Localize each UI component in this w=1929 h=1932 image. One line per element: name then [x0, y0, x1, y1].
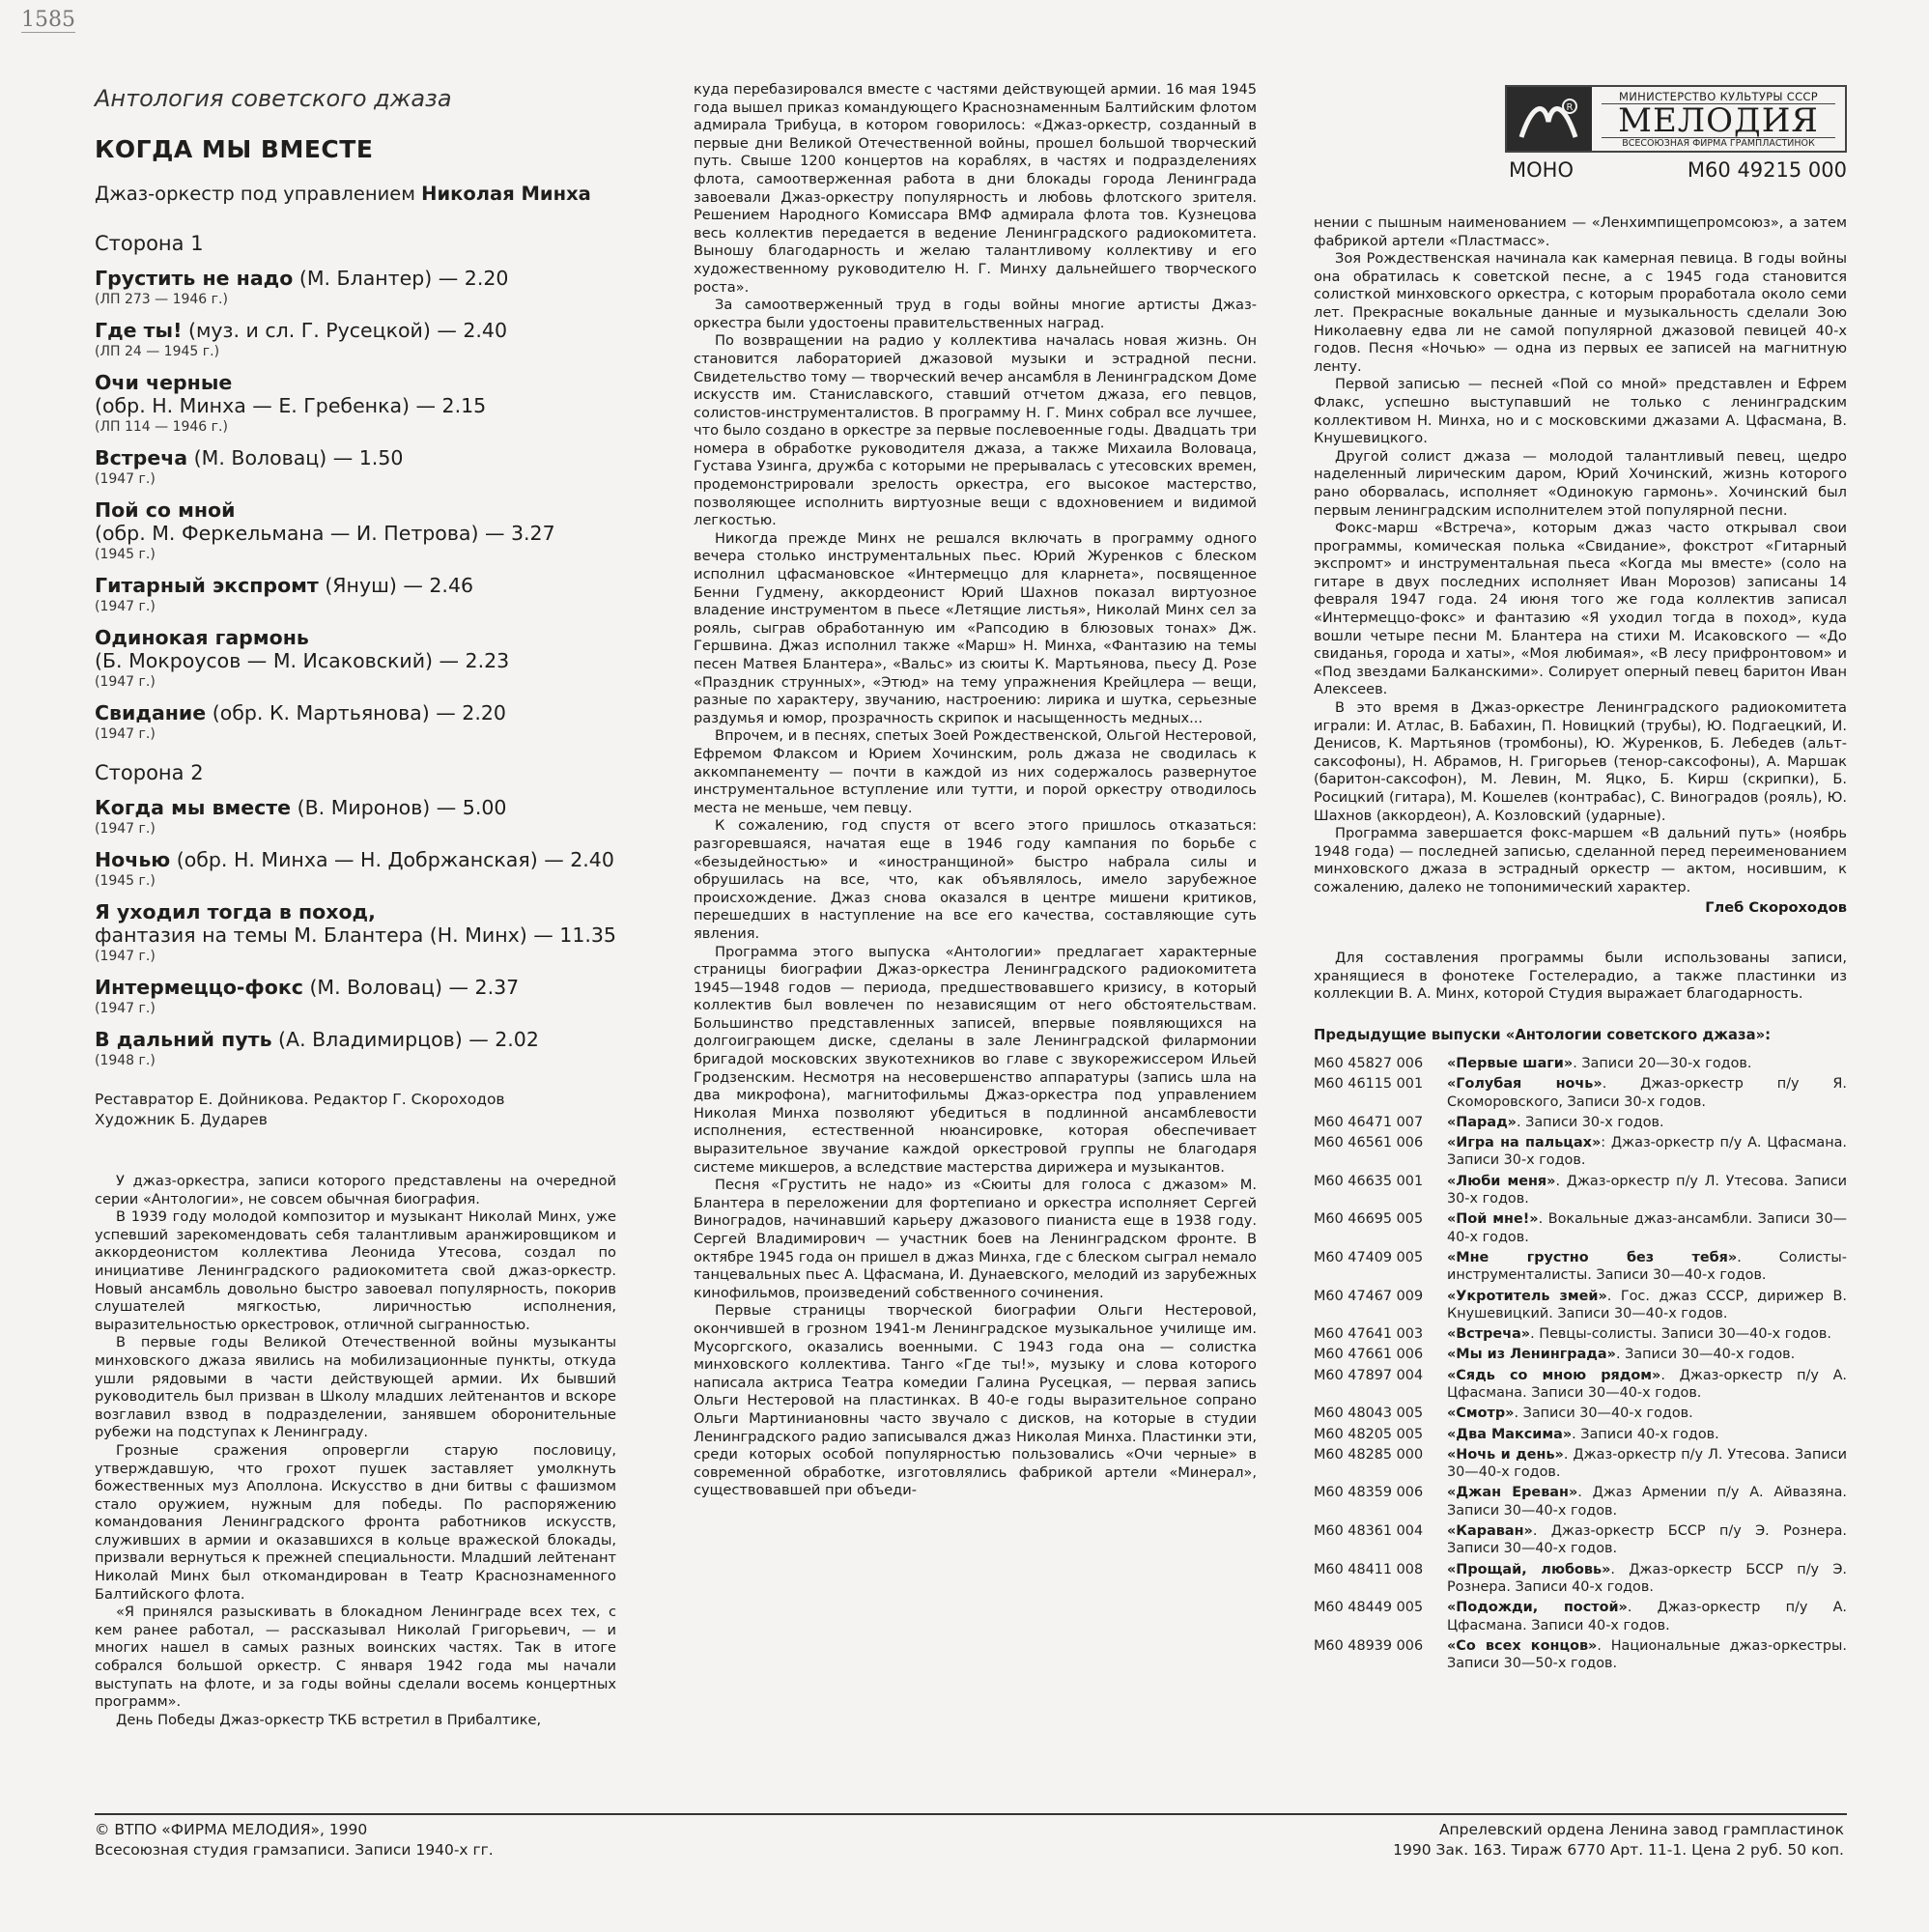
track-credits-line: (обр. М. Феркельмана — И. Петрова) — 3.27: [95, 522, 555, 545]
previous-issue-title: «Люби меня»: [1447, 1173, 1556, 1189]
essay-paragraph: куда перебазировался вместе с частями действующей армии. 16 мая 1945 года вышел приказ командующего Краснознаменным Балтийским флотом адмирала Трибуца, в котором говорилось: «Джаз-оркестр, созданный в первые дни Великой Отечественной войны, прошел большой творческий путь. Свыше 1200 концертов на кораблях, в частях и подразделениях флота, самоотверженная работа в дни блокады города Ленинграда завоевали Джаз-оркестру популярность и любовь флотского зрителя. Решением Народного Комиссара ВМФ адмирала флота тов. Кузнецова весь коллектив передается в ведение Ленинградского радиокомитета. Выношу благодарность и желаю талантливому коллективу и его художественному руководителю Н. Г. Минху дальнейшего творческого роста».: [694, 81, 1257, 296]
previous-issue-details: . Записи 30—40-х годов.: [1514, 1406, 1693, 1422]
essay-paragraph: Фокс-марш «Встреча», которым джаз часто открывал свои программы, комическая полька «Свидание», фокстрот «Гитарный экспромт» и инструментальная пьеса «Когда мы вместе» (соло на гитаре в двух последних исполняет Иван Морозов) записаны 14 февраля 1947 года. 24 июня того же года коллектив записал «Интермеццо-фокс» и фантазию «Я уходил тогда в поход», куда вошли четыре песни М. Блантера на стихи М. Исаковского — «До свиданья, города и хаты», «Моя любимая», «В лесу прифронтовом» и «Под звездами Балканскими». Солирует оперный певец баритон Иван Алексеев.: [1314, 520, 1847, 698]
essay-paragraph: Программа завершается фокс-маршем «В дальний путь» (ноябрь 1948 года) — последней записью, сделанной перед переименованием минховского джаза в эстрадный оркестр — актом, носившим, к сожалению, далеко не топонимический характер.: [1314, 825, 1847, 895]
essay-paragraph: У джаз-оркестра, записи которого представлены на очередной серии «Антологии», не совсем обычная биография.: [95, 1173, 616, 1208]
previous-issue-title: «Джан Ереван»: [1447, 1485, 1578, 1501]
previous-issue-details: . Джаз-оркестр п/у А. Цфасмана. Записи 40-х годов.: [1447, 1600, 1847, 1634]
side-1-label: Сторона 1: [95, 232, 204, 255]
previous-issue-title: «Мы из Ленинграда»: [1447, 1347, 1616, 1363]
column-3: [1314, 214, 1847, 1675]
footer-right: [1393, 1820, 1844, 1861]
previous-issue-catalog: М60 48449 005: [1314, 1600, 1424, 1616]
previous-issue-description: [1447, 1367, 1847, 1403]
track-title: Грустить не надо: [95, 267, 294, 290]
previous-issue-description: [1447, 1114, 1847, 1131]
essay-paragraph: нении с пышным наименованием — «Ленхимпищепромсоюз», а затем фабрикой артели «Пластмасс».: [1314, 214, 1847, 249]
previous-issue-details: . Джаз Армении п/у А. Айвазяна. Записи 30—40-х годов.: [1447, 1485, 1847, 1519]
logo-brand: МЕЛОДИЯ: [1618, 100, 1819, 140]
orchestra-line: Джаз-оркестр под управлением Николая Минха: [95, 183, 591, 205]
previous-issue-row: [1314, 1075, 1847, 1111]
previous-issue-title: «Игра на пальцах»: [1447, 1135, 1602, 1151]
mono-label: МОНО: [1509, 158, 1574, 182]
previous-issue-catalog: М60 48359 006: [1314, 1485, 1424, 1501]
track-recording-info: (1948 г.): [95, 1053, 156, 1068]
side-2-tracklist: [95, 796, 616, 1070]
track-title-line: [95, 267, 616, 290]
previous-issue-row: [1314, 1114, 1847, 1131]
manufacturer: Апрелевский ордена Ленина завод грампластинок: [1438, 1821, 1844, 1838]
track-recording-info: (ЛП 114 — 1946 г.): [95, 419, 228, 435]
previous-issue-row: [1314, 1346, 1847, 1363]
previous-issue-title: «Сядь со мною рядом»: [1447, 1367, 1661, 1383]
previous-issue-title: «Мне грустно без тебя»: [1447, 1249, 1738, 1265]
column-2: [694, 81, 1257, 1500]
previous-issue-description: [1447, 1405, 1847, 1422]
copyright: © ВТПО «ФИРМА МЕЛОДИЯ», 1990: [95, 1821, 368, 1838]
logo-ministry: МИНИСТЕРСТВО КУЛЬТУРЫ СССР: [1602, 90, 1834, 104]
previous-issue-title: «Пой мне!»: [1447, 1211, 1539, 1228]
essay-paragraph: Программа этого выпуска «Антологии» предлагает характерные страницы биографии Джаз-оркестра Ленинградского радиокомитета 1945—1948 годов — периода, предшествовавшего кризису, в который коллектив был вовлечен по независящим от него обстоятельствам. Большинство представленных записей, впервые появляющихся на долгоиграющем диске, сделаны в зале Ленинградской филармонии бригадой московских звукотехников во главе с звукорежиссером Ильей Гродзенским. Несмотря на несовершенство аппаратуры (запись шла на два микрофона), магнитофильмы Джаз-оркестра под управлением Николая Минха позволяют убедиться в подлинной ансамблевости исполнения, естественной нюансировке, которая обеспечивает выразительное звучание каждой оркестровой группы не благодаря системе микшеров, а вследствие мастерства дирижера и музыкантов.: [694, 943, 1257, 1176]
track-recording-info: (1945 г.): [95, 547, 156, 562]
previous-issue-row: [1314, 1561, 1847, 1597]
track-recording-info: (ЛП 273 — 1946 г.): [95, 292, 228, 307]
track-credits: (муз. и сл. Г. Русецкой) — 2.40: [182, 319, 508, 342]
previous-issue-description: [1447, 1446, 1847, 1482]
previous-issue-title: «Прощай, любовь»: [1447, 1561, 1611, 1577]
previous-issue-row: [1314, 1210, 1847, 1246]
essay-paragraph: Впрочем, и в песнях, спетых Зоей Рождественской, Ольгой Нестеровой, Ефремом Флаксом и Юрием Хочинским, роль джаза не сводилась к аккомпанементу — почти в каждой из них содержалось развернутое инструментальное вступление или тутти, и порой оркестру отводилось места не меньше, чем певцу.: [694, 727, 1257, 816]
column-1: [95, 85, 616, 1729]
track-item: [95, 848, 616, 891]
track-title-line: [95, 848, 616, 871]
previous-issue-title: «Парад»: [1447, 1114, 1517, 1130]
catalog-handwritten-number: 1585: [21, 8, 75, 32]
previous-issue-catalog: М60 46561 006: [1314, 1135, 1424, 1151]
track-item: [95, 267, 616, 309]
track-title: Я уходил тогда в поход,: [95, 900, 376, 923]
track-recording-info: (1947 г.): [95, 674, 156, 690]
previous-issue-catalog: М60 46635 001: [1314, 1173, 1424, 1189]
previous-issue-title: «Ночь и день»: [1447, 1446, 1564, 1463]
logo-text-block: [1592, 87, 1845, 151]
track-recording-info: (1947 г.): [95, 471, 156, 487]
previous-issue-catalog: М60 48043 005: [1314, 1406, 1424, 1422]
previous-issue-row: [1314, 1325, 1847, 1343]
svg-text:R: R: [1566, 102, 1574, 113]
previous-issue-catalog: М60 46695 005: [1314, 1211, 1424, 1228]
track-title-line: [95, 446, 616, 469]
previous-issue-details: . Национальные джаз-оркестры. Записи 30—50-х годов.: [1447, 1637, 1847, 1672]
logo-firm: ВСЕСОЮЗНАЯ ФИРМА ГРАМПЛАСТИНОК: [1602, 137, 1834, 149]
previous-issue-details: . Джаз-оркестр п/у Л. Утесова. Записи 30—40-х годов.: [1447, 1446, 1847, 1481]
essay-paragraph: В это время в Джаз-оркестре Ленинградского радиокомитета играли: И. Атлас, В. Бабахин, П. Новицкий (трубы), Ю. Подгаецкий, И. Денисов, К. Мартьянов (тромбоны), Ю. Журенков, Б. Лебедев (альт-саксофоны), Н. Абрамов, Н. Григорьев (тенор-саксофоны), А. Маршак (баритон-саксофон), М. Левин, М. Яцко, Б. Кирш (скрипки), Б. Росицкий (гитара), М. Кошелев (контрабас), С. Виноградов (рояль), Ю. Шахнов (аккордеон), А. Козловский (ударные).: [1314, 699, 1847, 824]
track-credits-line: фантазия на темы М. Блантера (Н. Минх) — 11.35: [95, 923, 616, 947]
previous-issue-title: «Встреча»: [1447, 1326, 1531, 1343]
previous-issue-row: [1314, 1405, 1847, 1422]
track-title: Одинокая гармонь: [95, 626, 309, 649]
track-title-line: [95, 701, 616, 724]
studio-note: Всесоюзная студия грамзаписи. Записи 1940-х гг.: [95, 1841, 494, 1859]
previous-issue-description: [1447, 1288, 1847, 1323]
previous-issue-row: [1314, 1426, 1847, 1443]
essay-paragraph: Грозные сражения опровергли старую пословицу, утверждавшую, что грохот пушек заставляет умолкнуть божественных муз Аполлона. Искусство в дни битвы с фашизмом стало оружием, нужным для победы. По распоряжению командования Ленинградского фронта работников искусств, служивших в армии и оказавшихся в кольце вражеской блокады, призвали вернуться к прежней специальности. Младший лейтенант Николай Минх был откомандирован в Театр Краснознаменного Балтийского флота.: [95, 1441, 616, 1603]
credits-line-2: Художник Б. Дударев: [95, 1111, 268, 1128]
essay-paragraph: Другой солист джаза — молодой талантливый певец, щедро наделенный лирическим даром, Юрий Хочинский, жизнь которого рано оборвалась, исполняет «Одинокую гармонь». Хочинский был первым ленинградским исполнителем этой популярной песни.: [1314, 447, 1847, 519]
melodiya-emblem-icon: [1507, 87, 1592, 151]
track-title: Встреча: [95, 446, 188, 469]
track-item: [95, 446, 616, 489]
track-title-line: [95, 319, 616, 342]
essay-paragraph: За самоотверженный труд в годы войны многие артисты Джаз-оркестра были удостоены правительственных наград.: [694, 297, 1257, 331]
footer-left: [95, 1820, 494, 1861]
previous-issues-list: [1314, 1055, 1847, 1673]
previous-issue-details: . Записи 30-х годов.: [1516, 1114, 1664, 1130]
previous-issue-details: . Записи 30—40-х годов.: [1615, 1347, 1796, 1363]
previous-issue-title: «Смотр»: [1447, 1406, 1515, 1422]
track-credits-line: (Б. Мокроусов — М. Исаковский) — 2.23: [95, 649, 510, 672]
track-credits: (В. Миронов) — 5.00: [291, 796, 507, 819]
previous-issue-catalog: М60 46471 007: [1314, 1114, 1424, 1130]
previous-issue-catalog: М60 48939 006: [1314, 1637, 1424, 1654]
previous-issue-details: . Джаз-оркестр п/у Я. Скоморовского, Записи 30-х годов.: [1447, 1076, 1847, 1110]
previous-issue-details: . Певцы-солисты. Записи 30—40-х годов.: [1530, 1326, 1831, 1343]
previous-issue-details: . Гос. джаз СССР, дирижер В. Кнушевицкий. Записи 30—40-х годов.: [1447, 1288, 1847, 1321]
essay-paragraph: Песня «Грустить не надо» из «Сюиты для голоса с джазом» М. Блантера в переложении для фортепиано и оркестра исполняет Сергей Виноградов, начинавший карьеру джазового пианиста еще в 1938 году. Сергей Владимирович — участник боев на Ленинградском фронте. В октябре 1945 года он пришел в джаз Минха, где с блеском сыграл немало танцевальных пьес А. Цфасмана, И. Дунаевского, мелодий из зарубежных кинофильмов, произведений собственного сочинения.: [694, 1177, 1257, 1301]
previous-issue-details: . Записи 40-х годов.: [1572, 1426, 1719, 1442]
track-title-line: [95, 1028, 616, 1051]
previous-issue-description: [1447, 1599, 1847, 1634]
previous-issue-row: [1314, 1446, 1847, 1482]
previous-issue-catalog: М60 48361 004: [1314, 1523, 1424, 1540]
track-title: Гитарный экспромт: [95, 574, 319, 597]
previous-issue-catalog: М60 47661 006: [1314, 1347, 1424, 1363]
track-title: Ночью: [95, 848, 171, 871]
track-item: [95, 900, 616, 966]
album-title: КОГДА МЫ ВМЕСТЕ: [95, 135, 374, 163]
previous-issue-title: «Караван»: [1447, 1523, 1533, 1540]
track-recording-info: (1947 г.): [95, 599, 156, 614]
previous-issue-details: . Джаз-оркестр п/у Л. Утесова. Записи 30-х годов.: [1447, 1173, 1847, 1208]
track-item: [95, 1028, 616, 1070]
track-title-line: [95, 626, 616, 649]
previous-issue-title: «Со всех концов»: [1447, 1637, 1598, 1654]
liner-notes-part-2: [694, 81, 1257, 1500]
previous-issue-details: . Джаз-оркестр БССР п/у Э. Рознера. Записи 30—40-х годов.: [1447, 1523, 1847, 1557]
previous-issue-title: «Голубая ночь»: [1447, 1076, 1603, 1093]
melodiya-logo: [1505, 85, 1847, 153]
previous-issue-row: [1314, 1484, 1847, 1520]
liner-notes-part-1: [95, 1173, 616, 1729]
author-signature: Глеб Скороходов: [1705, 898, 1847, 916]
track-credits: (А. Владимирцов) — 2.02: [271, 1028, 539, 1051]
previous-issue-description: [1447, 1075, 1847, 1111]
previous-issue-catalog: М60 47641 003: [1314, 1326, 1424, 1343]
previous-issue-description: [1447, 1346, 1847, 1363]
previous-issue-details: . Вокальные джаз-ансамбли. Записи 30—40-х годов.: [1447, 1211, 1847, 1245]
side-1-tracklist: [95, 267, 616, 744]
previous-issue-row: [1314, 1288, 1847, 1323]
previous-issue-catalog: М60 47409 005: [1314, 1249, 1424, 1265]
anthology-title: Антология советского джаза: [95, 85, 452, 112]
track-credits: (обр. Н. Минха — Н. Добржанская) — 2.40: [170, 848, 614, 871]
essay-paragraph: По возвращении на радио у коллектива началась новая жизнь. Он становится лабораторией джазовой музыки и эстрадной песни. Свидетельство тому — творческий вечер ансамбля в Ленинградском Доме искусств им. Станиславского, ставший отчетом джаза, его певцов, солистов-инструменталистов. В программу Н. Г. Минх собрал все лучшее, что было создано в оркестре за первые послевоенные годы. Двадцать три номера в обработке руководителя джаза, а также Михаила Воловаца, Густава Узинга, дружба с которыми не прерывалась с утесовских времен, продемонстрировали зрелость оркестра, его высокое мастерство, позволяющее исполнить виртуозные вещи с вдохновением и видимой легкостью.: [694, 332, 1257, 529]
previous-issue-title: «Подожди, постой»: [1447, 1600, 1628, 1616]
track-title: Когда мы вместе: [95, 796, 292, 819]
sources-note: Для составления программы были использованы записи, хранящиеся в фонотеке Гостелерадио, а также пластинки из коллекции В. А. Минх, которой Студия выражает благодарность.: [1314, 950, 1847, 1003]
track-title-line: [95, 900, 616, 923]
essay-paragraph: Первой записью — песней «Пой со мной» представлен и Ефрем Флакс, успешно выступавший не только с ленинградским коллективом Н. Минха, но и с московскими джазами А. Цфасмана, В. Кнушевицкого.: [1314, 376, 1847, 447]
previous-issue-details: . Джаз-оркестр п/у А. Цфасмана. Записи 30—40-х годов.: [1447, 1367, 1847, 1401]
track-recording-info: (1947 г.): [95, 1001, 156, 1016]
credits-line-1: Реставратор Е. Дойникова. Редактор Г. Скороходов: [95, 1091, 505, 1108]
track-item: [95, 976, 616, 1018]
liner-notes-part-3: [1314, 214, 1847, 897]
footer-rule: [95, 1813, 1847, 1815]
previous-issue-description: [1447, 1325, 1847, 1343]
track-item: [95, 371, 616, 437]
side-2-label: Сторона 2: [95, 761, 204, 784]
previous-issue-catalog: М60 47897 004: [1314, 1367, 1424, 1383]
previous-issue-row: [1314, 1055, 1847, 1072]
track-title: Очи черные: [95, 371, 233, 394]
track-item: [95, 319, 616, 361]
essay-paragraph: К сожалению, год спустя от всего этого пришлось отказаться: разгоревшаяся, начатая еще в 1946 году кампания по борьбе с «безыдейностью» и «иностранщиной» быстро набрала силы и обрушилась на все, что, как объявлялось, имело зарубежное происхождение. Джаз снова оказался в центре мишени критиков, перешедших в наступление на все его качества, составляющие суть явления.: [694, 817, 1257, 942]
previous-issue-row: [1314, 1522, 1847, 1558]
track-title: В дальний путь: [95, 1028, 272, 1051]
previous-issue-catalog: М60 48411 008: [1314, 1561, 1424, 1577]
track-item: [95, 701, 616, 744]
previous-issue-description: [1447, 1210, 1847, 1246]
credits: [95, 1090, 616, 1130]
track-credits: (М. Блантер) — 2.20: [293, 267, 509, 290]
previous-issue-title: «Укротитель змей»: [1447, 1288, 1607, 1304]
previous-issue-description: [1447, 1522, 1847, 1558]
previous-issue-details: . Джаз-оркестр БССР п/у Э. Рознера. Записи 40-х годов.: [1447, 1561, 1847, 1595]
essay-paragraph: Зоя Рождественская начинала как камерная певица. В годы войны она обратилась к советской песне, а с 1945 года становится солисткой минховского оркестра, с которым проработала около семи лет. Прекрасные вокальные данные и музыкальность сделали Зою Николаевну едва ли не самой популярной джазовой певицей 40-х годов. Песня «Ночью» — одна из первых ее записей на магнитную ленту.: [1314, 250, 1847, 375]
track-title: Где ты!: [95, 319, 183, 342]
track-title: Свидание: [95, 701, 207, 724]
previous-issue-description: [1447, 1484, 1847, 1520]
track-item: [95, 626, 616, 692]
previous-issue-catalog: М60 45827 006: [1314, 1055, 1424, 1071]
track-recording-info: (1947 г.): [95, 726, 156, 742]
track-title-line: [95, 976, 616, 999]
previous-issue-title: «Первые шаги»: [1447, 1055, 1574, 1071]
previous-issues-heading: Предыдущие выпуски «Антологии советского джаза»:: [1314, 1026, 1772, 1043]
track-recording-info: (1947 г.): [95, 949, 156, 964]
track-credits: (обр. К. Мартьянова) — 2.20: [206, 701, 506, 724]
previous-issue-details: . Записи 20—30-х годов.: [1573, 1055, 1752, 1071]
previous-issue-description: [1447, 1134, 1847, 1170]
previous-issue-description: [1447, 1561, 1847, 1597]
previous-issue-description: [1447, 1173, 1847, 1208]
previous-issue-catalog: М60 46115 001: [1314, 1076, 1424, 1093]
essay-paragraph: Первые страницы творческой биографии Ольги Нестеровой, окончившей в грозном 1941-м Ленинградское музыкальное училище им. Мусоргского, оказались военными. С 1943 года она — солистка минховского коллектива. Танго «Где ты!», музыку и слова которого написала актриса Театра комедии Галина Русецкая, — первая запись Ольги Нестеровой на пластинках. В 40-е годы выразительное сопрано Ольги Мартиниановны часто звучало с дисков, на которые в студии Ленинградского радио записывался джаз Николая Минха. Пластинки эти, среди которых особой популярностью пользовались «Очи черные» в современной обработке, изготовлялись фабрикой артели «Минерал», существовавшей при объеди-: [694, 1302, 1257, 1499]
track-title-line: [95, 574, 616, 597]
essay-paragraph: В 1939 году молодой композитор и музыкант Николай Минх, уже успевший зарекомендовать себя талантливым аранжировщиком и аккордеонистом коллектива Леонида Утесова, создал по инициативе Ленинградского радиокомитета свой джаз-оркестр. Новый ансамбль довольно быстро завоевал популярность, покорив слушателей мягкостью, лиричностью исполнения, выразительностью оркестровок, отличной сыгранностью.: [95, 1208, 616, 1333]
track-credits-line: (обр. Н. Минха — Е. Гребенка) — 2.15: [95, 394, 487, 417]
previous-issue-row: [1314, 1599, 1847, 1634]
previous-issue-row: [1314, 1367, 1847, 1403]
track-recording-info: (1947 г.): [95, 821, 156, 837]
previous-issue-catalog: М60 48205 005: [1314, 1426, 1424, 1442]
track-recording-info: (ЛП 24 — 1945 г.): [95, 344, 220, 359]
track-credits: (Януш) — 2.46: [318, 574, 474, 597]
track-item: [95, 796, 616, 838]
previous-issue-description: [1447, 1637, 1847, 1673]
previous-issue-description: [1447, 1249, 1847, 1285]
essay-paragraph: В первые годы Великой Отечественной войны музыканты минховского джаза явились на мобилизационные пункты, откуда ушли рядовыми в части действующей армии. Их бывший руководитель был призван в Школу младших лейтенантов и вскоре возглавил взвод в подразделении, занявшем оборонительные рубежи на подступах к Ленинграду.: [95, 1334, 616, 1441]
track-title-line: [95, 498, 616, 522]
track-item: [95, 574, 616, 616]
print-info: 1990 Зак. 163. Тираж 6770 Арт. 11-1. Цена 2 руб. 50 коп.: [1393, 1841, 1844, 1859]
track-title-line: [95, 371, 616, 394]
track-title: Пой со мной: [95, 498, 236, 522]
previous-issue-row: [1314, 1637, 1847, 1673]
previous-issue-details: . Солисты-инструменталисты. Записи 30—40-х годов.: [1447, 1249, 1847, 1284]
essay-paragraph: «Я принялся разыскивать в блокадном Ленинграде всех тех, с кем ранее работал, — рассказывал Николай Григорьевич, — и многих нашел в самых разных воинских частях. Так в итоге собрался большой оркестр. С января 1942 года мы начали выступать на флоте, и за годы войны сделали восемь концертных программ».: [95, 1604, 616, 1711]
catalog-number: М60 49215 000: [1687, 158, 1847, 182]
previous-issue-row: [1314, 1249, 1847, 1285]
essay-paragraph: Никогда прежде Минх не решался включать в программу одного вечера столько инструментальных пьес. Юрий Журенков с блеском исполнил цфасмановское «Интермеццо для кларнета», посвященное Бенни Гудмену, аккордеонист Юрий Шахнов показал виртуозное владение инструментом в пьесе «Летящие листья», Николай Минх сел за рояль, сыграв обработанную им «Рапсодию в блюзовых тонах» Дж. Гершвина. Джаз исполнил также «Марш» Н. Минха, «Фантазию на темы песен Матвея Блантера», «Вальс» из сюиты К. Мартьянова, пьесу Д. Розе «Праздник струнных», «Этюд» на тему упражнения Крейцлера — вещи, разные по характеру, звучанию, настроению: лирика и шутка, серьезные раздумья и юмор, прозрачность скрипок и насыщенность медных...: [694, 529, 1257, 726]
previous-issue-description: [1447, 1055, 1847, 1072]
previous-issue-title: «Два Максима»: [1447, 1426, 1573, 1442]
previous-issue-description: [1447, 1426, 1847, 1443]
previous-issue-row: [1314, 1134, 1847, 1170]
track-credits: (М. Воловац) — 1.50: [187, 446, 404, 469]
previous-issue-details: : Джаз-оркестр п/у А. Цфасмана. Записи 30-х годов.: [1447, 1135, 1847, 1169]
previous-issue-catalog: М60 47467 009: [1314, 1288, 1424, 1304]
track-item: [95, 498, 616, 564]
track-title-line: [95, 796, 616, 819]
previous-issue-catalog: М60 48285 000: [1314, 1446, 1424, 1463]
track-credits: (М. Воловац) — 2.37: [302, 976, 520, 999]
previous-issue-row: [1314, 1173, 1847, 1208]
essay-paragraph: День Победы Джаз-оркестр ТКБ встретил в Прибалтике,: [116, 1711, 542, 1728]
track-title: Интермеццо-фокс: [95, 976, 303, 999]
catalog-line: [1509, 158, 1847, 182]
track-recording-info: (1945 г.): [95, 873, 156, 889]
